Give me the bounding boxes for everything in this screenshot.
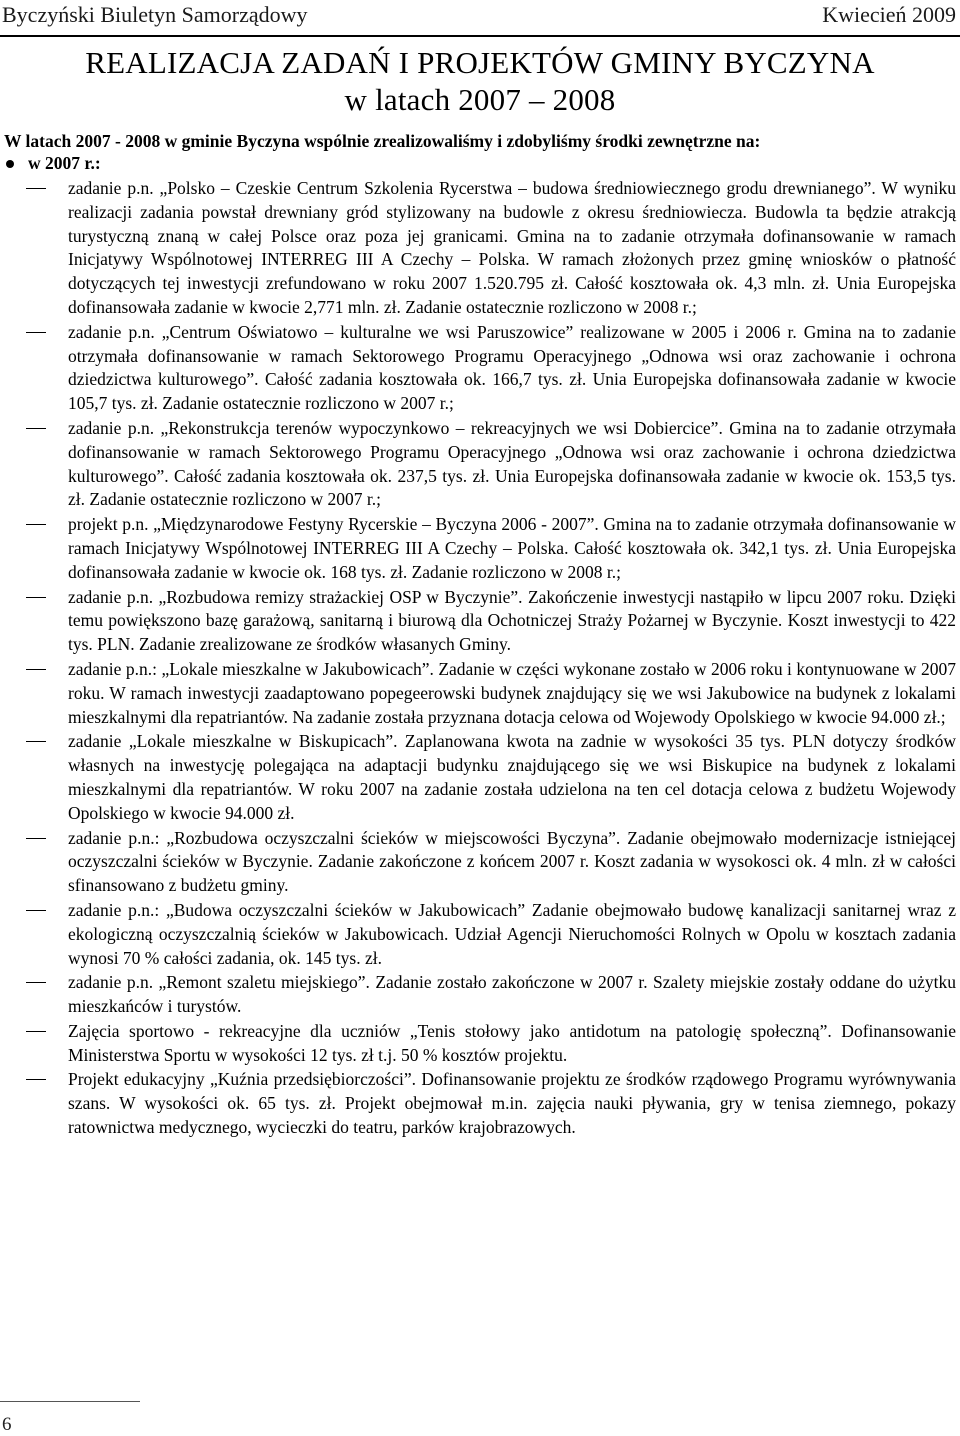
- article-title-line-1: REALIZACJA ZADAŃ I PROJEKTÓW GMINY BYCZYNA: [85, 45, 875, 80]
- article-title-line-2: w latach 2007 – 2008: [344, 82, 616, 117]
- intro-paragraph: W latach 2007 - 2008 w gminie Byczyna wspólnie zrealizowaliśmy i zdobyliśmy środki zewnętrzne na:: [4, 131, 761, 151]
- list-item: [0, 1020, 960, 1068]
- article-title: [20, 44, 940, 118]
- publication-title: Byczyński Biuletyn Samorządowy: [2, 2, 308, 27]
- dash-icon: [26, 597, 46, 598]
- page-header: [0, 0, 960, 36]
- dash-icon: [26, 982, 46, 983]
- list-item-text: zadanie p.n. „Centrum Oświatowo – kulturalne we wsi Paruszowice” realizowane w 2005 i 2006 r. Gmina na to zadanie otrzymała dofinansowanie w ramach Sektorowego Programu Operacyjnego „Odnowa wsi oraz zachowanie i ochrona dziedzictwa kulturowego”. Całość zadania kosztowała ok. 166,7 tys. zł. Unia Europejska dofinansowała zadanie w kwocie 105,7 tys. zł. Zadanie ostatecznie rozliczono w 2007 r.;: [68, 321, 956, 414]
- list-item-text: zadanie p.n.: „Budowa oczyszczalni ścieków w Jakubowicach” Zadanie obejmowało budowę kanalizacji sanitarnej wraz z ekologiczną oczyszczalnią ścieków w Jakubowicach. Udział Agencji Nieruchomości Rolnych w Opolu w kosztach zadania wynosi 70 % całości zadania, ok. 145 tys. zł.: [68, 899, 956, 968]
- issue-date: Kwiecień 2009: [822, 2, 956, 27]
- year-bullet: [4, 152, 101, 175]
- list-item-text: zadanie p.n.: „Lokale mieszkalne w Jakubowicach”. Zadanie w części wykonane zostało w 2006 roku i kontynuowane w 2007 roku. W ramach inwestycji zaadaptowano popegeerowski budynek znajdujący się we wsi Jakubowice na budynek z lokalami mieszkalnymi dla repatriantów. Na zadanie została przyznana dotacja celowa od Wojewody Opolskiego w kwocie 94.000 zł.;: [68, 658, 956, 727]
- dash-icon: [26, 188, 46, 189]
- dash-icon: [26, 910, 46, 911]
- list-item-text: zadanie „Lokale mieszkalne w Biskupicach”. Zaplanowana kwota na zadnie w wysokości 35 tys. PLN dotyczy środków własnych na inwestycję polegająca na adaptacji budynku znajdującego się we wsi Biskupice na budynek z lokalami mieszkalnymi dla repatriantów. W roku 2007 na zadanie została udzielona na ten cel dotacja celowa z budżetu Wojewody Opolskiego w kwocie 94.000 zł.: [68, 731, 956, 823]
- list-item: [0, 321, 960, 416]
- list-item-text: zadanie p.n. „Remont szaletu miejskiego”. Zadanie zostało zakończone w 2007 r. Szalety miejskie zostały oddane do użytku mieszkańców i turystów.: [68, 972, 956, 1017]
- footer-divider: [0, 1401, 140, 1402]
- year-bullet-label: w 2007 r.:: [28, 153, 101, 173]
- page-number: 6: [2, 1414, 12, 1435]
- dash-icon: [26, 741, 46, 742]
- list-item: [0, 730, 960, 825]
- list-item: [0, 177, 960, 320]
- bullet-dot-icon: [6, 160, 14, 168]
- dash-icon: [26, 669, 46, 670]
- list-item-text: Zajęcia sportowo - rekreacyjne dla uczniów „Tenis stołowy jako antidotum na patologię społeczną”. Dofinansowanie Ministerstwa Sportu w wysokości 12 tys. zł t.j. 50 % kosztów projektu.: [68, 1020, 956, 1065]
- dash-icon: [26, 428, 46, 429]
- list-item: [0, 827, 960, 898]
- list-item-text: zadanie p.n. „Polsko – Czeskie Centrum Szkolenia Rycerstwa – budowa średniowiecznego grodu drewnianego”. W wyniku realizacji zadania powstał drewniany gród stylizowany na budowle z okresu średniowiecza. Budowla ta będzie atrakcją turystyczną znaną w całej Polsce oraz poza jej granicami. Gmina na to zadanie otrzymała dofinansowanie w ramach Inicjatywy Wspólnotowej INTERREG III A Czechy – Polska. W ramach złożonych przez gminę wniosków o płatność dotyczących tej inwestycji zrefundowano w roku 2007 1.520.795 zł. Całość kosztowała ok. 4,3 mln. zł. Unia Europejska dofinansowała zadanie w kwocie 2,771 mln. zł. Zadanie ostatecznie rozliczono w 2008 r.;: [68, 178, 956, 317]
- dash-icon: [26, 524, 46, 525]
- list-item: [0, 417, 960, 512]
- header-divider: [0, 35, 960, 37]
- dash-icon: [26, 1031, 46, 1032]
- list-item: [0, 971, 960, 1019]
- projects-list: [0, 177, 960, 1141]
- list-item: [0, 658, 960, 729]
- list-item: [0, 1068, 960, 1139]
- list-item-text: projekt p.n. „Międzynarodowe Festyny Rycerskie – Byczyna 2006 - 2007”. Gmina na to zadanie otrzymała dofinansowanie w ramach Inicjatywy Wspólnotowej INTERREG III A Czechy – Polska. Całość kosztowała ok. 342,1 tys. zł. Unia Europejska dofinansowała zadanie w kwocie ok. 168 tys. zł. Zadanie rozliczono w 2008 r.;: [68, 514, 956, 582]
- dash-icon: [26, 332, 46, 333]
- list-item: [0, 899, 960, 970]
- list-item: [0, 586, 960, 657]
- list-item-text: zadanie p.n.: „Rozbudowa oczyszczalni ścieków w miejscowości Byczyna”. Zadanie obejmowało modernizacje istniejącej oczyszczalni ścieków w Byczynie. Zadanie zakończone z końcem 2007 r. Koszt zadania w wysokosci ok. 4 mln. zł w całości sfinansowano z budżetu gminy.: [68, 827, 956, 896]
- list-item: [0, 513, 960, 584]
- dash-icon: [26, 1079, 46, 1080]
- dash-icon: [26, 838, 46, 839]
- list-item-text: zadanie p.n. „Rozbudowa remizy strażackiej OSP w Byczynie”. Zakończenie inwestycji nastąpiło w lipcu 2007 roku. Dzięki temu powiększono bazę garażową, sanitarną i biurową dla Ochotniczej Straży Pożarnej w Byczynie. Koszt inwestycji to 422 tys. PLN. Zadanie zrealizowane ze środków własanych Gminy.: [68, 586, 956, 655]
- list-item-text: zadanie p.n. „Rekonstrukcja terenów wypoczynkowo – rekreacyjnych we wsi Dobiercice”. Gmina na to zadanie otrzymała dofinansowanie w ramach Sektorowego Programu Operacyjnego „Odnowa wsi oraz zachowanie i ochrona dziedzictwa kulturowego”. Całość zadania kosztowała ok. 237,5 tys. zł. Unia Europejska dofinansowała zadanie w kwocie ok. 153,5 tys. zł. Zadanie ostatecznie rozliczono w 2007 r.;: [68, 417, 956, 510]
- list-item-text: Projekt edukacyjny „Kuźnia przedsiębiorczości”. Dofinansowanie projektu ze środków rządowego Programu wyrównywania szans. W wysokości ok. 65 tys. zł. Projekt obejmował m.in. zajęcia nauki pływania, gry w tenisa ziemnego, pokazy ratownictwa medycznego, wycieczki do teatru, parków krajobrazowych.: [68, 1069, 956, 1138]
